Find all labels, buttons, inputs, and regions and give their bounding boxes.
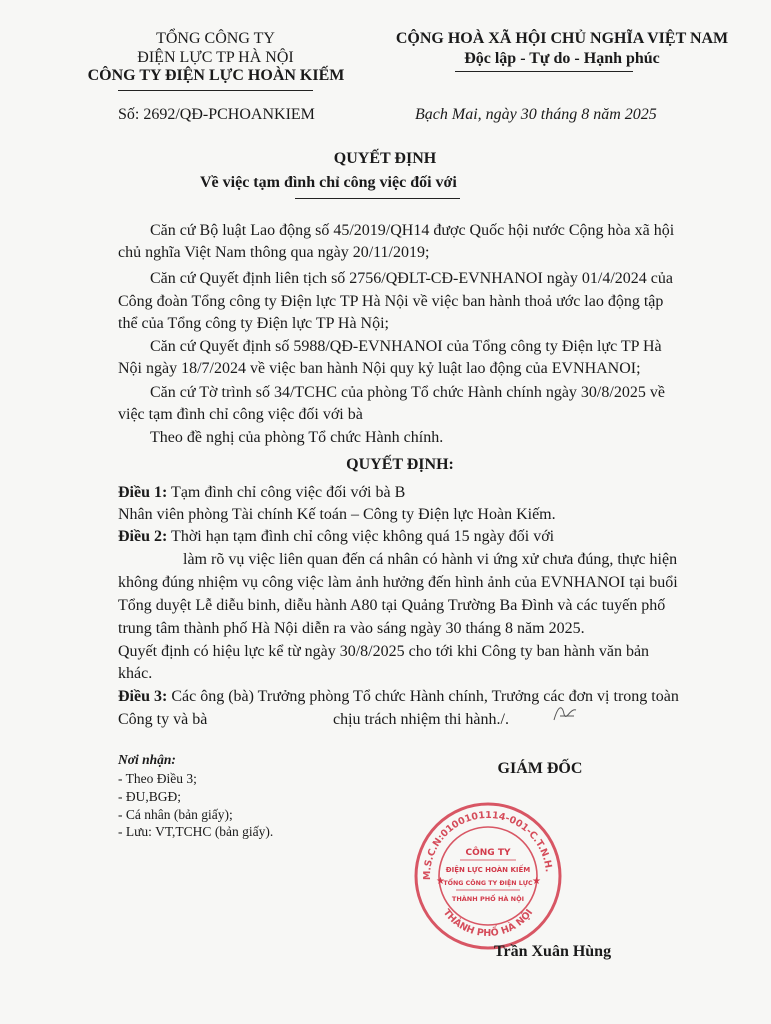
article-2-line: trung tâm thành phố Hà Nội diễn ra vào sáng ngày 30 tháng 8 năm 2025. xyxy=(118,620,585,637)
article-2-line: làm rõ vụ việc liên quan đến cá nhân có hành vi ứng xử chưa đúng, thực hiện xyxy=(183,551,678,568)
article-3 xyxy=(118,688,679,706)
org-line-2: ĐIỆN LỰC TP HÀ NỘI xyxy=(137,49,294,66)
signer-name: Trần Xuân Hùng xyxy=(494,943,612,960)
org-line-1: TỔNG CÔNG TY xyxy=(156,30,275,47)
seal-inner-line: ĐIỆN LỰC HOÀN KIẾM xyxy=(445,866,531,874)
article-3-text: Các ông (bà) Trưởng phòng Tổ chức Hành chính, Trưởng các đơn vị trong toàn xyxy=(171,688,679,705)
nation-motto: Độc lập - Tự do - Hạnh phúc xyxy=(464,50,660,67)
company-seal xyxy=(412,800,564,952)
article-1-text: Tạm đình chỉ công việc đối với bà B xyxy=(171,484,406,501)
recipient-item: - Theo Điều 3; xyxy=(118,771,197,786)
initials-mark xyxy=(548,700,584,726)
document-number: Số: 2692/QĐ-PCHOANKIEM xyxy=(118,106,315,123)
decision-heading: QUYẾT ĐỊNH: xyxy=(346,456,454,473)
preamble-line: việc tạm đình chỉ công việc đối với bà xyxy=(118,406,363,423)
article-2-line: không đúng nhiệm vụ công việc làm ảnh hưởng đến hình ảnh của EVNHANOI tại buổi xyxy=(118,574,678,591)
preamble-line: Nội ngày 18/7/2024 về việc ban hành Nội quy kỷ luật lao động của EVNHANOI; xyxy=(118,360,641,377)
document-subject: Về việc tạm đình chỉ công việc đối với xyxy=(200,174,457,191)
article-2-text: Thời hạn tạm đình chỉ công việc không quá 15 ngày đối với xyxy=(171,528,555,545)
article-3-line-2a: Công ty và bà xyxy=(118,711,208,728)
article-2 xyxy=(118,528,554,546)
recipient-item: - Cá nhân (bản giấy); xyxy=(118,807,233,822)
seal-inner-line: CÔNG TY xyxy=(465,848,511,858)
recipient-item: - ĐU,BGĐ; xyxy=(118,789,181,804)
org-line-3: CÔNG TY ĐIỆN LỰC HOÀN KIẾM xyxy=(87,67,345,84)
article-2-line: Tổng duyệt Lễ diễu binh, diễu hành A80 tại Quảng Trường Ba Đình và các tuyến phố xyxy=(118,597,666,614)
svg-text:★: ★ xyxy=(436,876,445,887)
preamble-line: Căn cứ Tờ trình số 34/TCHC của phòng Tổ chức Hành chính ngày 30/8/2025 về xyxy=(150,384,665,401)
seal-ring-text: M.S.C.N:0100101114-001-C.T.N.H. xyxy=(421,809,554,881)
recipient-item: - Lưu: VT,TCHC (bản giấy). xyxy=(118,824,274,839)
header-divider-left xyxy=(118,90,313,91)
article-2-label: Điều 2: xyxy=(118,528,168,545)
article-2-line: khác. xyxy=(118,665,153,682)
seal-inner-line: THÀNH PHỐ HÀ NỘI xyxy=(451,895,525,903)
preamble-line: Căn cứ Quyết định số 5988/QĐ-EVNHANOI của Tổng công ty Điện lực TP Hà xyxy=(150,338,662,355)
preamble-line: Công đoàn Tổng công ty Điện lực TP Hà Nội về việc ban hành thoả ước lao động tập xyxy=(118,293,664,310)
preamble-line: Căn cứ Quyết định liên tịch số 2756/QĐLT-CĐ-EVNHANOI ngày 01/4/2024 của xyxy=(150,270,673,287)
preamble-line: thể của Tổng công ty Điện lực TP Hà Nội; xyxy=(118,315,389,332)
seal-bottom-text: THÀNH PHỐ HÀ NỘI xyxy=(440,907,536,940)
place-date: Bạch Mai, ngày 30 tháng 8 năm 2025 xyxy=(415,106,657,123)
preamble-line: Theo đề nghị của phòng Tổ chức Hành chính. xyxy=(150,429,444,446)
svg-text:★: ★ xyxy=(532,876,541,887)
article-1-label: Điều 1: xyxy=(118,484,168,501)
article-2-line: Quyết định có hiệu lực kể từ ngày 30/8/2025 cho tới khi Công ty ban hành văn bản xyxy=(118,643,650,660)
recipients-heading: Nơi nhận: xyxy=(118,752,176,767)
article-1 xyxy=(118,484,405,502)
subject-underline xyxy=(295,198,460,199)
seal-graphic xyxy=(412,800,564,952)
nation-line-1: CỘNG HOÀ XÃ HỘI CHỦ NGHĨA VIỆT NAM xyxy=(395,30,729,47)
article-3-label: Điều 3: xyxy=(118,688,168,705)
preamble-line: Căn cứ Bộ luật Lao động số 45/2019/QH14 được Quốc hội nước Cộng hòa xã hội xyxy=(150,222,675,239)
motto-underline xyxy=(455,71,633,72)
seal-inner-line: TỔNG CÔNG TY ĐIỆN LỰC xyxy=(443,880,533,887)
preamble-line: chủ nghĩa Việt Nam thông qua ngày 20/11/2019; xyxy=(118,244,430,261)
article-1-line-2: Nhân viên phòng Tài chính Kế toán – Công ty Điện lực Hoàn Kiếm. xyxy=(118,506,556,523)
signature-title: GIÁM ĐỐC xyxy=(497,760,583,777)
article-3-line-2b: chịu trách nhiệm thi hành./. xyxy=(333,711,509,728)
document-title: QUYẾT ĐỊNH xyxy=(333,150,437,167)
